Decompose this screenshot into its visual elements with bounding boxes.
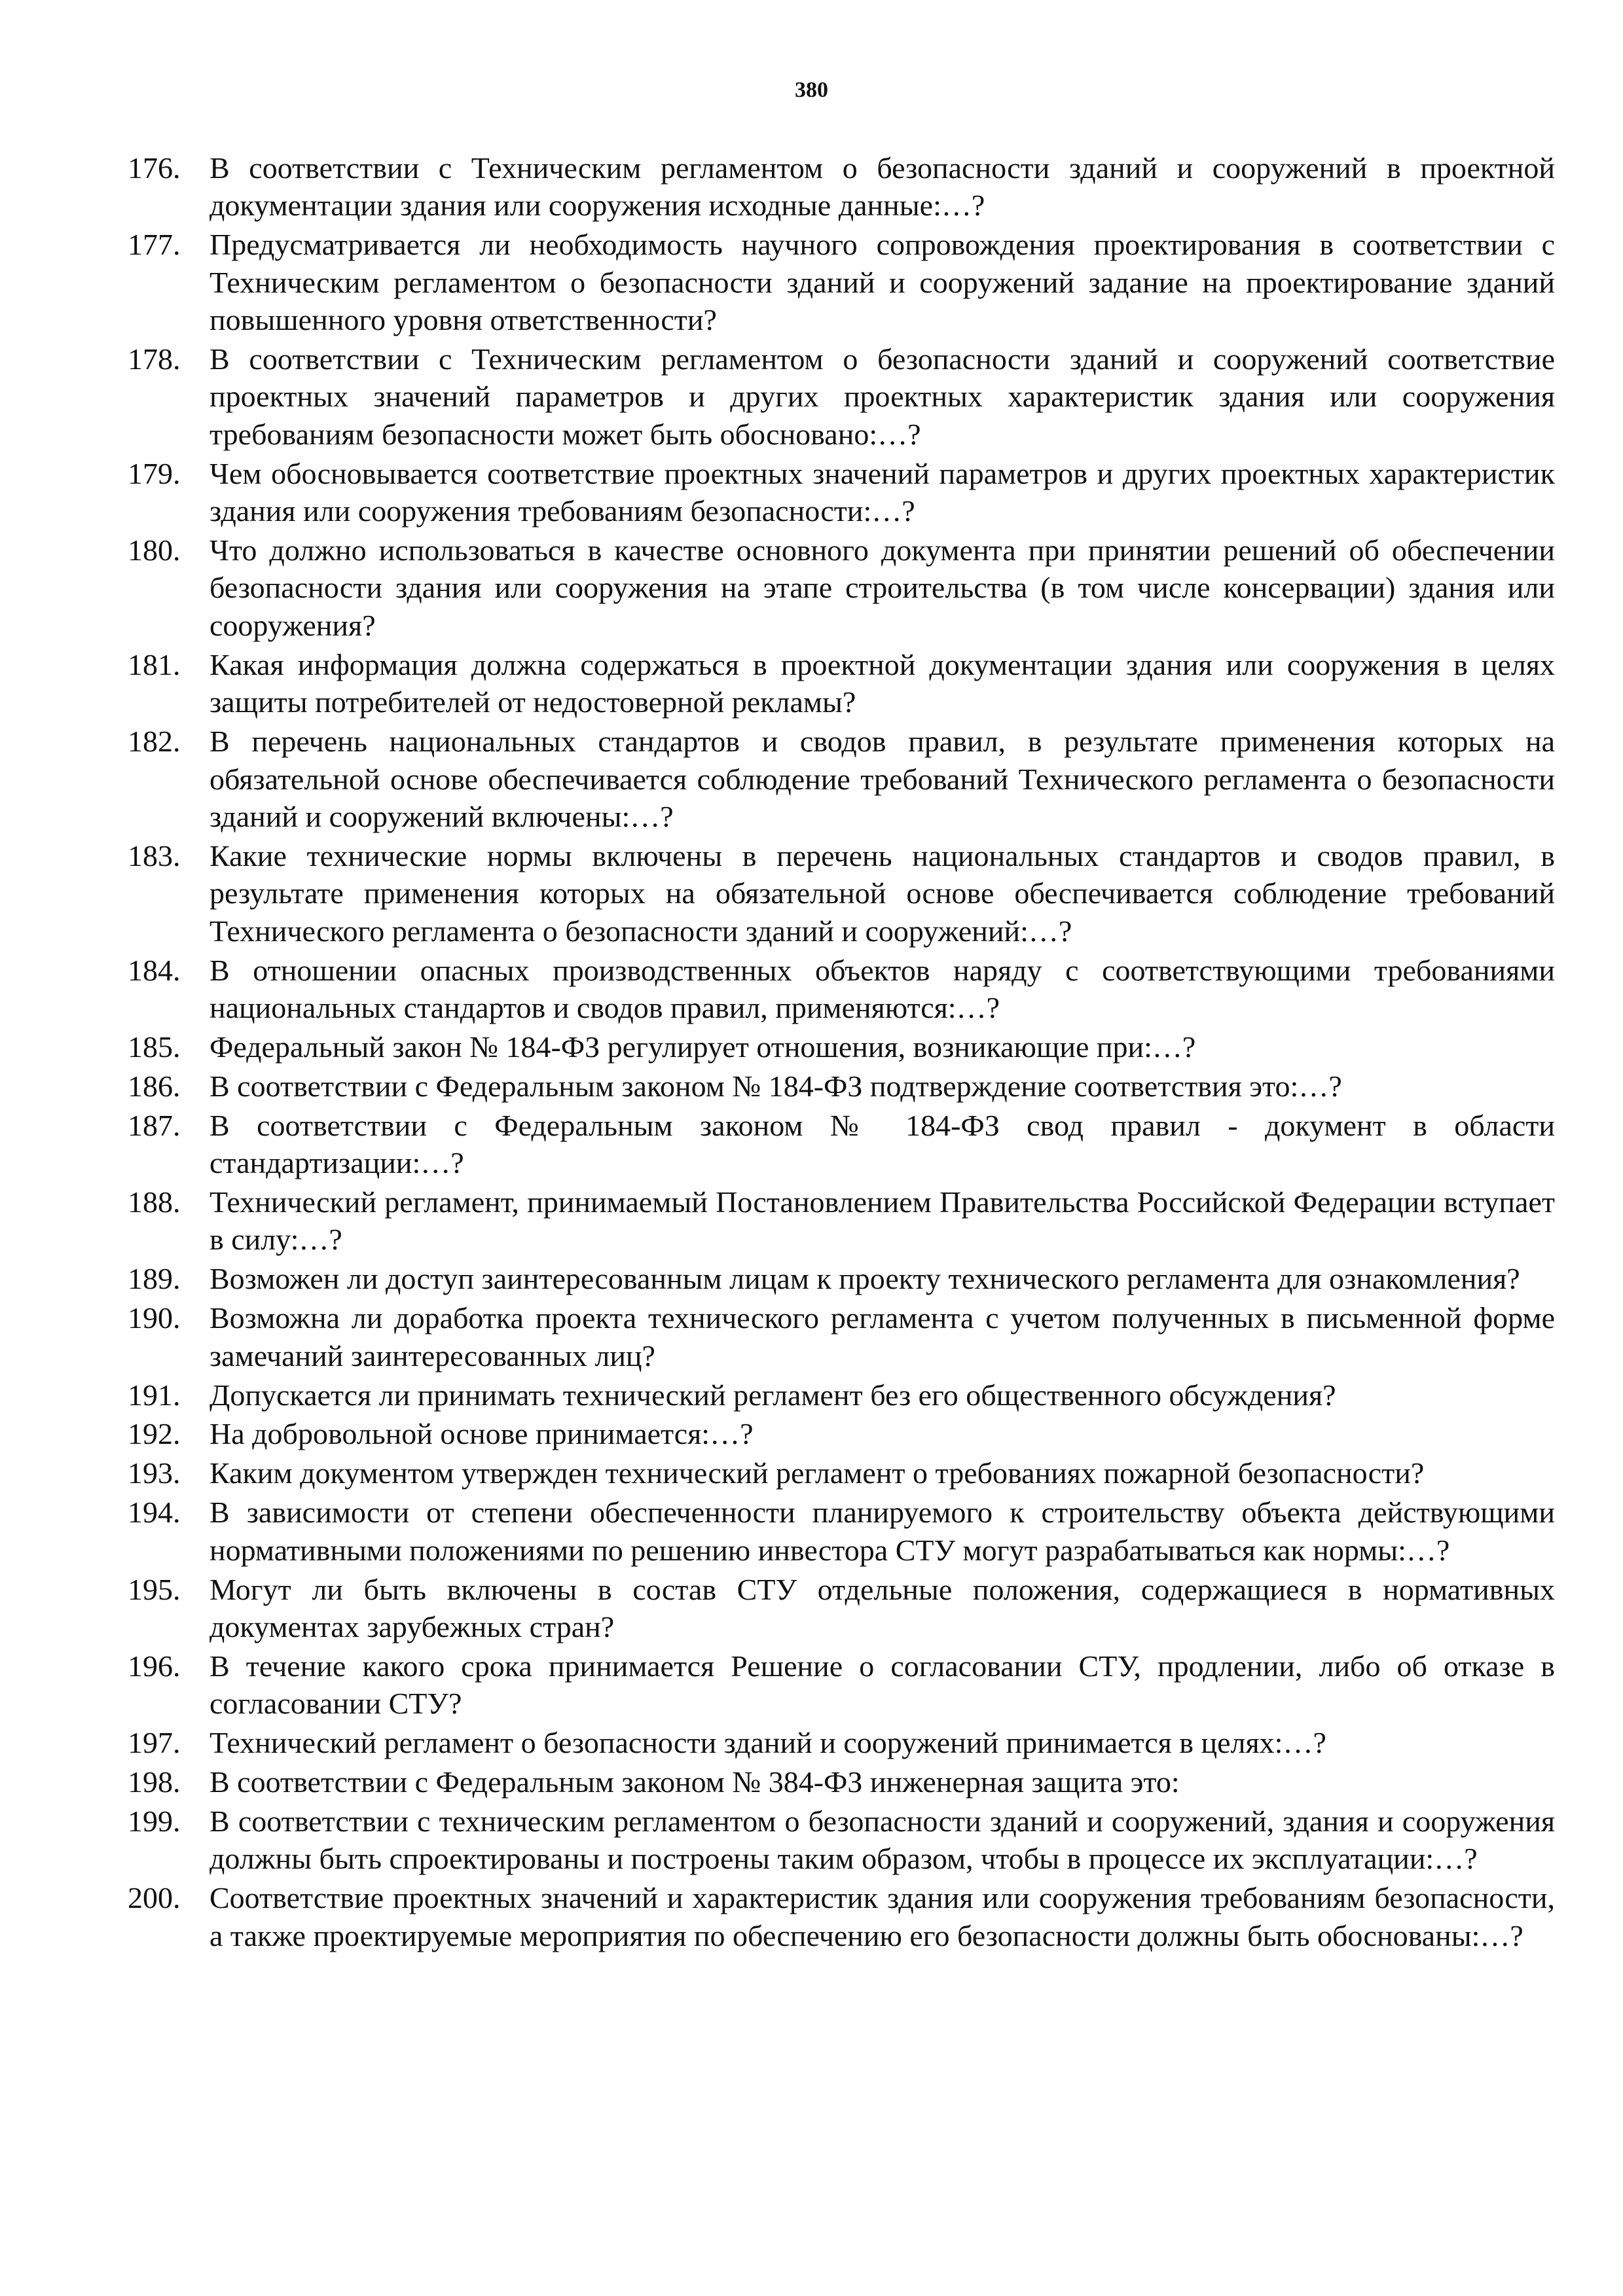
question-item [128,455,1555,530]
question-item [128,1647,1555,1723]
page-number: 380 [795,78,828,102]
question-text: Какие технические нормы включены в перечень национальных стандартов и сводов правил, в результате применения которых на обязательной основе обеспечивается соблюдение требований Технического регламента о безопасности зданий и сооружений:…? [210,838,1555,948]
question-text: В соответствии с Федеральным законом № 384-ФЗ инженерная защита это: [210,1765,1180,1799]
question-text: Федеральный закон № 184-ФЗ регулирует отношения, возникающие при:…? [210,1030,1196,1064]
question-text: Какая информация должна содержаться в проектной документации здания или сооружения в целях защиты потребителей от недостоверной рекламы? [210,647,1555,719]
question-text: Возможен ли доступ заинтересованным лицам к проекту технического регламента для ознакомления? [210,1262,1520,1296]
question-item [128,952,1555,1027]
question-item [128,723,1555,835]
question-number: 200. [128,1881,181,1915]
question-text: В соответствии с Техническим регламентом о безопасности зданий и сооружений соответствие проектных значений параметров и других проектных характеристик здания или сооружения требованиям безопасности может быть обосновано:…? [210,342,1555,451]
question-item [128,531,1555,644]
question-text: В соответствии с Федеральным законом № 184-ФЗ свод правил - документ в области стандартизации:…? [210,1108,1555,1180]
question-item [128,837,1555,950]
question-text: В соответствии с техническим регламентом о безопасности зданий и сооружений, здания и сооружения должны быть спроектированы и построены таким образом, чтобы в процессе их эксплуатации:…? [210,1804,1555,1876]
question-text: В соответствии с Федеральным законом № 184-ФЗ подтверждение соответствия это:…? [210,1069,1342,1103]
question-number: 185. [128,1030,181,1064]
question-item [128,1724,1555,1761]
question-item [128,646,1555,721]
question-number: 177. [128,228,181,262]
question-number: 193. [128,1456,181,1490]
question-number: 180. [128,533,181,567]
question-number: 197. [128,1726,181,1760]
question-number: 196. [128,1649,181,1683]
question-number: 179. [128,456,181,490]
question-number: 182. [128,725,181,759]
question-text: В соответствии с Техническим регламентом о безопасности зданий и сооружений в проектной документации здания или сооружения исходные данные:…? [210,151,1555,223]
question-item [128,1183,1555,1259]
question-item [128,1067,1555,1105]
question-item [128,226,1555,338]
question-number: 189. [128,1262,181,1296]
question-item [128,1028,1555,1066]
question-number: 198. [128,1765,181,1799]
question-number: 195. [128,1572,181,1606]
question-item [128,1415,1555,1452]
question-text: Что должно использоваться в качестве основного документа при принятии решений об обеспечении безопасности здания или сооружения на этапе строительства (в том числе консервации) здания или сооружения? [210,533,1555,642]
question-text: На добровольной основе принимается:…? [210,1417,754,1451]
question-text: Технический регламент о безопасности зданий и сооружений принимается в целях:…? [210,1726,1326,1760]
question-item [128,1107,1555,1182]
question-text: Соответствие проектных значений и характеристик здания или сооружения требованиям безопасности, а также проектируемые мероприятия по обеспечению его безопасности должны быть обоснованы:…? [210,1881,1555,1952]
question-text: В перечень национальных стандартов и сводов правил, в результате применения которых на обязательной основе обеспечивается соблюдение требований Технического регламента о безопасности зданий и сооружений включены:…? [210,725,1555,833]
question-text: Чем обосновывается соответствие проектных значений параметров и других проектных характеристик здания или сооружения требованиям безопасности:…? [210,456,1555,528]
question-number: 186. [128,1069,181,1103]
question-number: 181. [128,647,181,681]
question-item [128,1763,1555,1801]
question-item [128,1299,1555,1374]
question-number: 191. [128,1378,181,1412]
question-item [128,1454,1555,1492]
question-text: Могут ли быть включены в состав СТУ отдельные положения, содержащиеся в нормативных документах зарубежных стран? [210,1572,1555,1643]
question-item [128,340,1555,453]
question-number: 187. [128,1108,181,1142]
question-number: 188. [128,1185,181,1219]
question-number: 183. [128,838,181,872]
question-text: Каким документом утвержден технический регламент о требованиях пожарной безопасности? [210,1456,1425,1490]
question-text: Технический регламент, принимаемый Постановлением Правительства Российской Федерации вступает в силу:…? [210,1185,1555,1257]
question-item [128,1879,1555,1954]
question-number: 178. [128,342,181,376]
question-number: 190. [128,1301,181,1335]
question-text: В отношении опасных производственных объектов наряду с соответствующими требованиями национальных стандартов и сводов правил, применяются:…? [210,953,1555,1024]
question-number: 184. [128,953,181,987]
question-number: 192. [128,1417,181,1451]
question-number: 194. [128,1496,181,1530]
question-text: В течение какого срока принимается Решение о согласовании СТУ, продлении, либо об отказе в согласовании СТУ? [210,1649,1555,1721]
question-list [128,149,1555,1956]
question-text: Допускается ли принимать технический регламент без его общественного обсуждения? [210,1378,1336,1412]
question-number: 199. [128,1804,181,1838]
question-item [128,1571,1555,1646]
question-text: Возможна ли доработка проекта технического регламента с учетом полученных в письменной форме замечаний заинтересованных лиц? [210,1301,1555,1372]
question-item [128,1260,1555,1297]
question-item [128,149,1555,224]
question-item [128,1494,1555,1569]
question-text: Предусматривается ли необходимость научного сопровождения проектирования в соответствии с Техническим регламентом о безопасности зданий и сооружений задание на проектирование зданий повышенного уровня ответственности? [210,228,1555,337]
question-item [128,1803,1555,1878]
question-number: 176. [128,151,181,185]
question-text: В зависимости от степени обеспеченности планируемого к строительству объекта действующими нормативными положениями по решению инвестора СТУ могут разрабатываться как нормы:…? [210,1496,1555,1567]
question-item [128,1376,1555,1414]
